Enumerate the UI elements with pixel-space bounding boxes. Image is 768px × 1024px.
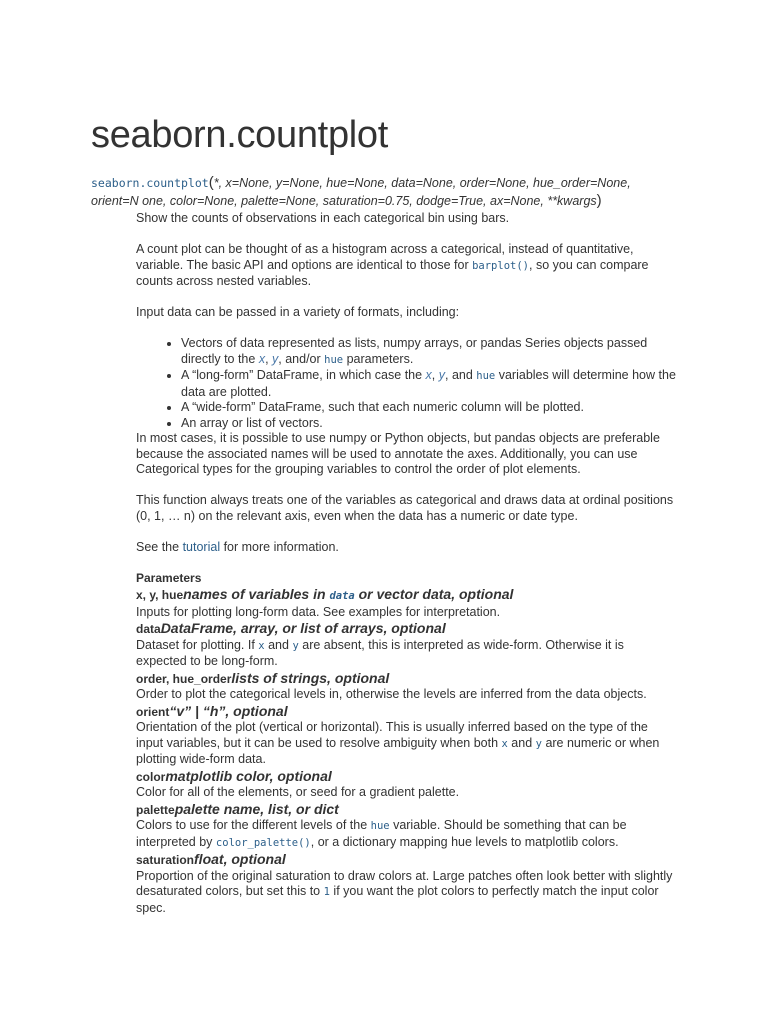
param-type: lists of strings, optional (231, 669, 390, 686)
param-color (136, 769, 676, 801)
signature-close-paren: ) (596, 192, 602, 209)
param-data (136, 621, 676, 670)
signature-open-paren: ( (208, 174, 214, 191)
intro-text-start: A count plot can be thought of as a histogram across a categorical, instead of quantitative, variable. The basic API and options are identical to those for (136, 242, 634, 272)
signature-params: *, x=None, y=None, hue=None, data=None, order=None, hue_order=None, orient=N one, color=None, palette=None, saturation=0.75, dodge=True, ax=None, **kwargs (91, 176, 631, 208)
list-item-sep: , (265, 351, 273, 366)
param-desc-text: if you want the plot colors to perfectly match the input color spec. (136, 884, 659, 915)
param-description (136, 720, 676, 768)
list-item: • An array or list of vectors. (181, 416, 676, 432)
summary-text: Show the counts of observations in each categorical bin using bars. (136, 211, 510, 225)
pandas-paragraph: In most cases, it is possible to use numpy or Python objects, but pandas objects are preferable because the associated names will be used to annotate the axes. Additionally, you can use Categorical types for the grouping variables to control the order of plot elements. (136, 431, 660, 476)
param-description: Order to plot the categorical levels in, otherwise the levels are inferred from the data objects. (136, 687, 647, 701)
param-description (136, 818, 676, 851)
param-order (136, 671, 676, 703)
hue-code: hue (370, 820, 390, 832)
tutorial-paragraph (136, 540, 676, 556)
param-desc-text: and (264, 637, 293, 652)
param-type: DataFrame, array, or list of arrays, optional (160, 620, 446, 636)
param-description: Color for all of the elements, or seed for a gradient palette. (136, 785, 460, 799)
data-code: data (329, 590, 355, 602)
tutorial-text-end: for more information. (220, 539, 339, 554)
x-code: x (258, 639, 265, 652)
param-xy (136, 587, 676, 620)
list-item-sep: , and (445, 368, 477, 382)
hue-code: hue (476, 370, 496, 382)
list-item-text: parameters. (343, 351, 414, 366)
param-type: float, optional (194, 851, 286, 867)
y-code: y (292, 639, 299, 652)
y-code: y (535, 737, 542, 750)
parameters-section (136, 571, 676, 917)
param-desc-text: variable. Should be something that can be interpreted by (136, 818, 627, 849)
y-var: y (272, 351, 279, 366)
list-item-text: A “long-form” DataFrame, in which case the (181, 368, 426, 382)
list-item: • A “wide-form” DataFrame, such that each numeric column will be plotted. (181, 400, 676, 416)
tutorial-text-start: See the (136, 539, 183, 554)
param-orient (136, 704, 676, 768)
param-description: Inputs for plotting long-form data. See examples for interpretation. (136, 604, 501, 619)
param-description (136, 638, 676, 670)
list-item (181, 368, 676, 400)
param-type (183, 586, 513, 602)
list-item (181, 336, 676, 368)
ordinal-paragraph: This function always treats one of the variables as categorical and draws data at ordinal positions (0, 1, … n) on the relevant axis, even when the data has a numeric or date type. (136, 493, 674, 523)
param-name: order, hue_order (136, 671, 232, 686)
y-var: y (438, 368, 445, 382)
param-type-text: names of variables in (183, 586, 330, 602)
param-desc-text: Colors to use for the different levels of the (136, 818, 371, 832)
param-name: orient (136, 704, 170, 719)
param-type: matplotlib color, optional (165, 767, 332, 784)
intro-paragraph (136, 242, 676, 290)
list-item-sep: , and/or (278, 351, 325, 366)
list-item-sep: , (431, 368, 439, 382)
param-name: saturation (136, 853, 195, 867)
param-description (136, 869, 676, 917)
param-name: palette (136, 802, 175, 817)
hue-code: hue (324, 353, 344, 366)
param-name: data (136, 622, 161, 636)
param-desc-text: Orientation of the plot (vertical or horizontal). This is usually inferred based on the type of the input variables, but it can be used to resolve ambiguity when both (136, 720, 648, 750)
list-item-text: Vectors of data represented as lists, numpy arrays, or pandas Series objects passed directly to the (181, 336, 648, 366)
param-desc-text: are numeric or when plotting wide-form data. (136, 735, 660, 766)
x-var: x (258, 351, 266, 366)
input-formats-paragraph: Input data can be passed in a variety of formats, including: (136, 305, 460, 319)
input-formats-list (136, 336, 676, 431)
one-code: 1 (323, 886, 330, 898)
param-desc-text: Proportion of the original saturation to draw colors at. Large patches often look better with slightly desaturated colors, but set this to (136, 868, 673, 898)
param-palette (136, 802, 676, 852)
param-type-text: or vector data, optional (354, 586, 514, 602)
param-desc-text: Dataset for plotting. If (136, 637, 259, 652)
barplot-code-link[interactable]: barplot() (472, 259, 529, 272)
param-saturation (136, 852, 676, 916)
param-desc-text: , or a dictionary mapping hue levels to matplotlib colors. (310, 834, 619, 849)
signature-function-name: seaborn.countplot (91, 176, 209, 190)
param-type: “v” | “h”, optional (169, 702, 288, 719)
list-item-text: variables will determine how the data are plotted. (181, 368, 676, 399)
color-palette-code-link[interactable]: color_palette() (215, 836, 311, 849)
param-desc-text: and (507, 735, 536, 750)
function-signature (91, 174, 681, 210)
x-code: x (501, 737, 508, 750)
x-var: x (425, 368, 432, 382)
parameters-heading: Parameters (136, 570, 202, 585)
param-name: x, y, hue (136, 588, 184, 602)
tutorial-link[interactable]: tutorial (182, 539, 221, 554)
param-desc-text: are absent, this is interpreted as wide-form. Otherwise it is expected to be long-form. (136, 637, 624, 668)
param-type: palette name, list, or dict (174, 800, 339, 817)
page-title: seaborn.countplot (91, 114, 389, 156)
intro-text-end: , so you can compare counts across nested variables. (136, 257, 649, 288)
doc-body (136, 211, 676, 916)
param-name: color (136, 769, 166, 784)
